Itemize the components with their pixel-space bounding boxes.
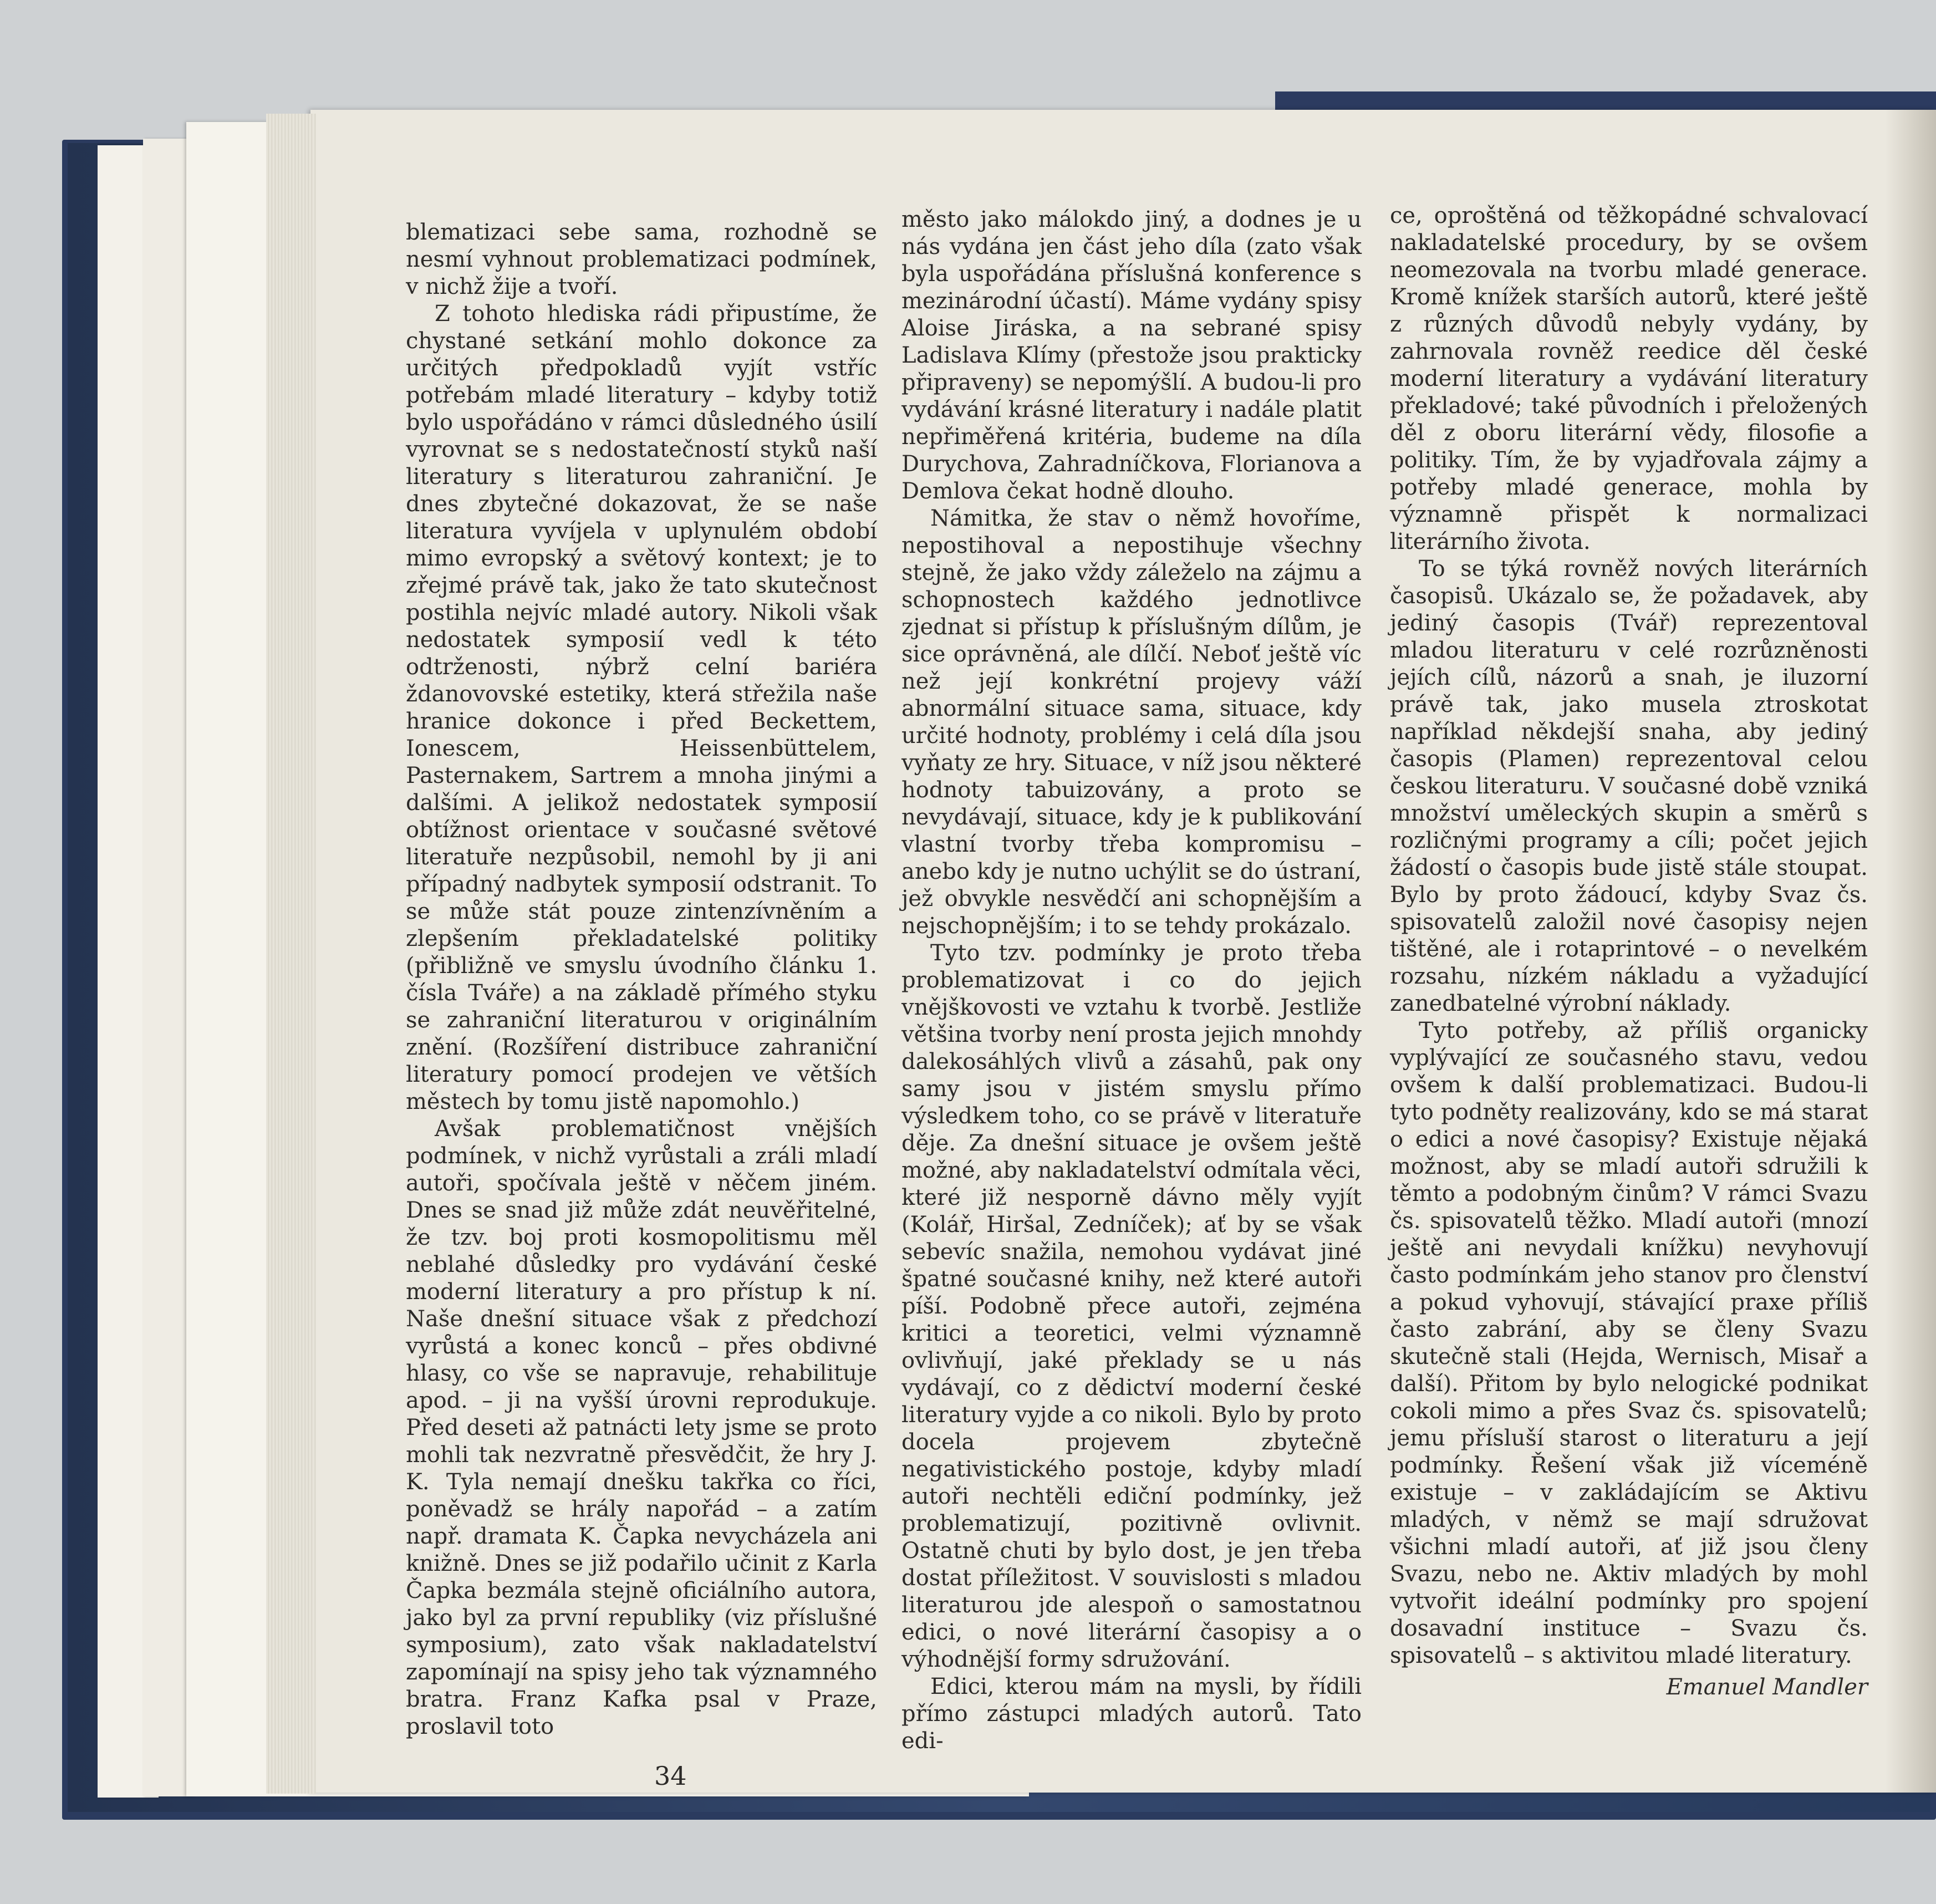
paragraph: Tyto tzv. podmínky je proto třeba problematizovat i co do jejich vnějškovosti ve vztahu k tvorbě. Jestliže většina tvorby není prosta jejich mnohdy dalekosáhlých vlivů a zásahů, pak ony samy jsou v jistém smyslu přímo výsledkem toho, co se právě v literatuře děje. Za dnešní situace je ovšem ještě možné, aby nakladatelství odmítala věci, které již nesporně dávno měly vyjít (Kolář, Hiršal, Zedníček); ať by se však sebevíc snažila, nemohou vydávat jiné špatné současné knihy, než které autoři píší. Podobně přece autoři, zejména kritici a teoretici, velmi významně ovlivňují, jaké překlady se u nás vydávají, co z dědictví moderní české literatury vyjde a co nikoli. Bylo by proto docela projevem zbytečně negativistického postoje, kdyby mladí autoři nechtěli ediční podmínky, jež problematizují, pozitivně ovlivnit. Ostatně chuti by bylo dost, je jen třeba dostat příležitost. V souvislosti s mladou literaturou jde alespoň o samostatnou edici, o nové literární časopisy a o výhodnější formy sdružování. [901,940,1362,1672]
paragraph: Námitka, že stav o němž hovoříme, nepostihoval a nepostihuje všechny stejně, že jako vždy záleželo na zájmu a schopnostech každého jednotlivce zjednat si přístup k příslušným dílům, je sice oprávněná, ale dílčí. Neboť ještě víc než její konkrétní projevy váží abnormální situace sama, situace, kdy určité hodnoty, problémy i celá díla jsou vyňaty ze hry. Situace, v níž jsou některé hodnoty tabuizovány, a proto se nevydávají, situace, kdy je k publikování vlastní tvorby třeba kompromisu – anebo kdy je nutno uchýlit se do ústraní, jež obvykle nesvědčí ani schopnějším a nejschopnějším; i to se tehdy prokázalo. [901,506,1362,939]
page-edges [266,114,316,1794]
paragraph: město jako málokdo jiný, a dodnes je u nás vydána jen část jeho díla (zato však byla uspořádána příslušná konference s mezinárodní účastí). Máme vydány spisy Aloise Jiráska, a na sebrané spisy Ladislava Klímy (přestože jsou prakticky připraveny) se nepomýšlí. A budou-li pro vydávání krásné literatury i nadále platit nepřiměřená kritéria, budeme na díla Durychova, Zahradníčkova, Florianova a Demlova čekat hodně dlouho. [901,207,1362,504]
paragraph: ce, oproštěná od těžkopádné schvalovací nakladatelské procedury, by se ovšem neomezovala na tvorbu mladé generace. Kromě knížek starších autorů, které ještě z různých důvodů nebyly vydány, by zahrnovala rovněž reedice děl české moderní literatury a vydávání literatury překladové; také původních i přeložených děl z oboru literární vědy, filosofie a politiky. Tím, že by vyjadřovala zájmy a potřeby mladé generace, mohla by významně přispět k normalizaci literárního života. [1390,203,1868,554]
text-column-1 [406,219,877,1740]
paragraph: Edici, kterou mám na mysli, by řídili přímo zástupci mladých autorů. Tato edi- [901,1674,1362,1754]
text-column-3 [1390,202,1868,1701]
page-gutter-shadow [1885,110,1936,1793]
flyleaf [143,139,193,1796]
page-number: 34 [654,1761,687,1791]
paragraph: Tyto potřeby, až příliš organicky vyplývající ze současného stavu, vedou ovšem k další problematizaci. Budou-li tyto podněty realizovány, kdo se má starat o edici a nové časopisy? Existuje nějaká možnost, aby se mladí autoři sdružili k těmto a podobným činům? V rámci Svazu čs. spisovatelů těžko. Mladí autoři (mnozí ještě ani nevydali knížku) nevyhovují často podmínkám jeho stanov pro členství a pokud vyhovují, stávající praxe příliš často zabrání, aby se členy Svazu skutečně stali (Hejda, Wernisch, Misař a další). Přitom by bylo nelogické podnikat cokoli mimo a přes Svaz čs. spisovatelů; jemu přísluší starost o literaturu a její podmínky. Řešení však již víceméně existuje – v zakládajícím se Aktivu mladých, v němž se mají sdružovat všichni mladí autoři, ať již jsou členy Svazu, nebo ne. Aktiv mladých by mohl vytvořit ideální podmínky pro spojení dosavadní instituce – Svazu čs. spisovatelů – s aktivitou mladé literatury. [1390,1018,1868,1668]
author-signature: Emanuel Mandler [1666,1674,1868,1700]
paragraph: To se týká rovněž nových literárních časopisů. Ukázalo se, že požadavek, aby jediný časopis (Tvář) reprezentoval mladou literaturu v celé rozrůzněnosti jejích cílů, názorů a snah, je iluzorní právě tak, jako musela ztroskotat například někdejší snaha, aby jediný časopis (Plamen) reprezentoval celou českou literaturu. V současné době vzniká množství uměleckých skupin a směrů s rozličnými programy a cíli; počet jejich žádostí o časopis bude jistě stále stoupat. Bylo by proto žádoucí, kdyby Svaz čs. spisovatelů založil nové časopisy nejen tištěné, ale i rotaprintové – o nevelkém rozsahu, nízkém nákladu a vyžadující zanedbatelné výrobní náklady. [1390,556,1868,1016]
paragraph: blematizaci sebe sama, rozhodně se nesmí vyhnout problematizaci podmínek, v nichž žije a tvoří. [406,220,877,299]
paragraph: Z tohoto hlediska rádi připustíme, že chystané setkání mohlo dokonce za určitých předpokladů vyjít vstříc potřebám mladé literatury – kdyby totiž bylo uspořádáno v rámci důsledného úsilí vyrovnat se s nedostatečností styků naší literatury s literaturou zahraniční. Je dnes zbytečné dokazovat, že se naše literatura vyvíjela v uplynulém období mimo evropský a světový kontext; je to zřejmé právě tak, jako že tato skutečnost postihla nejvíc mladé autory. Nikoli však nedostatek symposií vedl k této odtrženosti, nýbrž celní bariéra ždanovovské estetiky, která střežila naše hranice dokonce i před Beckettem, Ionescem, Heissenbüttelem, Pasternakem, Sartrem a mnoha jinými a dalšími. A jelikož nedostatek symposií obtížnost orientace v současné světové literatuře nezpůsobil, nemohl by ji ani případný nadbytek symposií odstranit. To se může stát pouze zintenzívněním a zlepšením překladatelské politiky (přibližně ve smyslu úvodního článku 1. čísla Tváře) a na základě přímého styku se zahraniční literaturou v originálním znění. (Rozšíření distribuce zahraniční literatury pomocí prodejen ve větších městech by tomu jistě napomohlo.) [406,301,877,1114]
paragraph: Avšak problematičnost vnějších podmínek, v nichž vyrůstali a zráli mladí autoři, spočívala ještě v něčem jiném. Dnes se snad již může zdát neuvěřitelné, že tzv. boj proti kosmopolitismu měl neblahé důsledky pro vydávání české moderní literatury a pro přístup k ní. Naše dnešní situace však z předchozí vyrůstá a konec konců – přes obdivné hlasy, co vše se napravuje, rehabilituje apod. – ji na vyšší úrovni reprodukuje. Před deseti až patnácti lety jsme se proto mohli tak nezvratně přesvědčit, že hry J. K. Tyla nemají dnešku takřka co říci, poněvadž se hrály napořád – a zatím např. dramata K. Čapka nevycházela ani knižně. Dnes se již podařilo učinit z Karla Čapka bezmála stejně oficiálního autora, jako byl za první republiky (viz příslušné symposium), zato však nakladatelství zapomínají na spisy jeho tak významného bratra. Franz Kafka psal v Praze, proslavil toto [406,1116,877,1739]
text-column-2 [901,206,1362,1755]
